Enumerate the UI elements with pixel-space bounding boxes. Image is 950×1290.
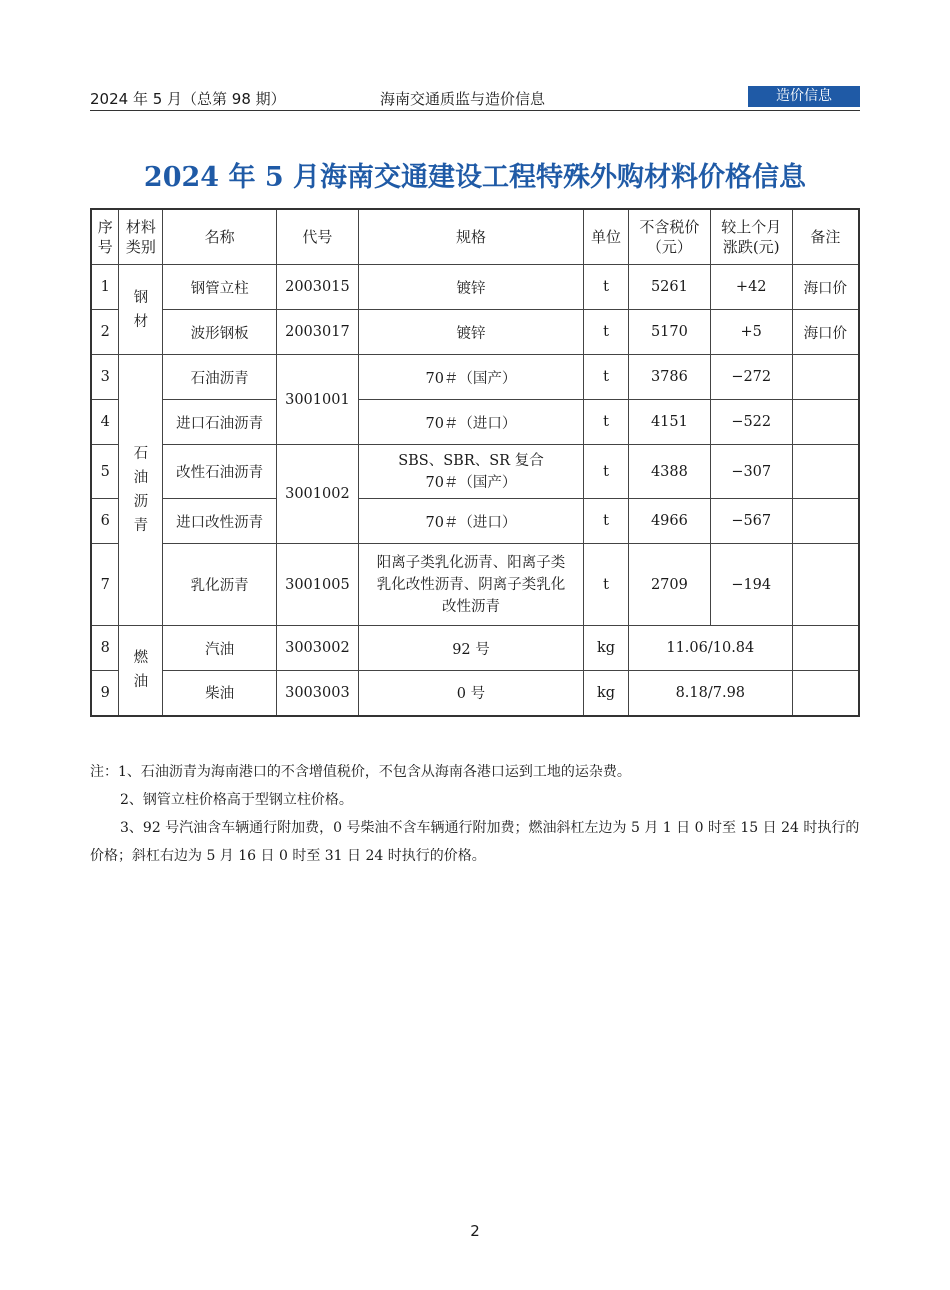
header-price: 不含税价 （元） [628, 209, 710, 265]
cell-name: 乳化沥青 [163, 544, 277, 626]
cell-remark [792, 499, 859, 544]
cell-seq: 1 [91, 265, 119, 310]
cell-remark [792, 400, 859, 445]
cell-name: 波形钢板 [163, 310, 277, 355]
header-divider [90, 110, 860, 111]
cell-name: 进口改性沥青 [163, 499, 277, 544]
category-fuel: 燃 油 [119, 626, 163, 716]
cell-seq: 3 [91, 355, 119, 400]
cell-code: 2003017 [276, 310, 358, 355]
cell-unit: kg [584, 626, 629, 671]
cell-name: 钢管立柱 [163, 265, 277, 310]
publication-name: 海南交通质监与造价信息 [380, 90, 546, 108]
cell-price: 8.18/7.98 [628, 671, 792, 716]
cell-remark [792, 671, 859, 716]
cell-spec: 镀锌 [358, 265, 583, 310]
cell-remark: 海口价 [792, 310, 859, 355]
cell-code: 2003015 [276, 265, 358, 310]
table-row [91, 265, 859, 310]
cell-unit: t [584, 265, 629, 310]
cell-seq: 8 [91, 626, 119, 671]
cell-unit: t [584, 400, 629, 445]
cell-code: 3001005 [276, 544, 358, 626]
cell-change: +42 [710, 265, 792, 310]
cell-remark [792, 445, 859, 499]
header-spec: 规格 [358, 209, 583, 265]
cell-price: 2709 [628, 544, 710, 626]
cell-change: −194 [710, 544, 792, 626]
note-2: 2、钢管立柱价格高于型钢立柱价格。 [120, 792, 353, 808]
header-unit: 单位 [584, 209, 629, 265]
header-category: 材料 类别 [119, 209, 163, 265]
table-row [91, 544, 859, 626]
cell-remark [792, 355, 859, 400]
cell-price: 5261 [628, 265, 710, 310]
cell-unit: t [584, 355, 629, 400]
cell-seq: 6 [91, 499, 119, 544]
table-row [91, 310, 859, 355]
header-seq: 序 号 [91, 209, 119, 265]
cell-name: 汽油 [163, 626, 277, 671]
table-row [91, 445, 859, 499]
table-row [91, 400, 859, 445]
cell-unit: t [584, 544, 629, 626]
issue-info: 2024 年 5 月（总第 98 期） [90, 90, 286, 108]
header-change: 较上个月 涨跌(元) [710, 209, 792, 265]
cell-seq: 7 [91, 544, 119, 626]
header-code: 代号 [276, 209, 358, 265]
cell-name: 进口石油沥青 [163, 400, 277, 445]
table-row [91, 671, 859, 716]
cell-price: 4388 [628, 445, 710, 499]
cell-price: 4151 [628, 400, 710, 445]
page-header [90, 86, 860, 112]
cell-spec: 0 号 [358, 671, 583, 716]
cell-unit: t [584, 445, 629, 499]
cell-code: 3001002 [276, 445, 358, 544]
notes [90, 758, 860, 870]
cell-seq: 2 [91, 310, 119, 355]
cell-unit: t [584, 499, 629, 544]
cell-code: 3003002 [276, 626, 358, 671]
cell-change: +5 [710, 310, 792, 355]
cell-remark [792, 544, 859, 626]
cell-change: −567 [710, 499, 792, 544]
cell-change: −307 [710, 445, 792, 499]
cell-unit: t [584, 310, 629, 355]
cell-price: 4966 [628, 499, 710, 544]
cell-spec: 阳离子类乳化沥青、阳离子类 乳化改性沥青、阴离子类乳化 改性沥青 [358, 544, 583, 626]
cell-name: 柴油 [163, 671, 277, 716]
cell-code: 3003003 [276, 671, 358, 716]
cell-code: 3001001 [276, 355, 358, 445]
cell-spec: 70＃（国产） [358, 355, 583, 400]
category-steel: 钢 材 [119, 265, 163, 355]
cell-price: 11.06/10.84 [628, 626, 792, 671]
cell-change: −272 [710, 355, 792, 400]
category-asphalt: 石 油 沥 青 [119, 355, 163, 626]
cell-seq: 4 [91, 400, 119, 445]
note-3: 3、92 号汽油含车辆通行附加费，0 号柴油不含车辆通行附加费；燃油斜杠左边为 5 月 1 日 0 时至 15 日 24 时执行的价格；斜杠右边为 5 月 16 日 0 时至 31 日 24 时执行的价格。 [90, 820, 860, 864]
price-table [90, 208, 860, 717]
cell-spec: 镀锌 [358, 310, 583, 355]
cell-name: 改性石油沥青 [163, 445, 277, 499]
table-row [91, 499, 859, 544]
cell-name: 石油沥青 [163, 355, 277, 400]
header-name: 名称 [163, 209, 277, 265]
page-number: 2 [470, 1222, 480, 1240]
cell-change: −522 [710, 400, 792, 445]
cell-price: 5170 [628, 310, 710, 355]
header-remark: 备注 [792, 209, 859, 265]
cell-remark: 海口价 [792, 265, 859, 310]
cell-unit: kg [584, 671, 629, 716]
cell-remark [792, 626, 859, 671]
table-header-row [91, 209, 859, 265]
cell-spec: 92 号 [358, 626, 583, 671]
cell-price: 3786 [628, 355, 710, 400]
note-1: 注：1、石油沥青为海南港口的不含增值税价，不包含从海南各港口运到工地的运杂费。 [90, 764, 631, 780]
table-row [91, 355, 859, 400]
section-tag: 造价信息 [748, 86, 860, 107]
cell-seq: 9 [91, 671, 119, 716]
cell-spec: SBS、SBR、SR 复合 70＃（国产） [358, 445, 583, 499]
cell-spec: 70＃（进口） [358, 499, 583, 544]
table-row [91, 626, 859, 671]
page-title: 2024 年 5 月海南交通建设工程特殊外购材料价格信息 [143, 162, 807, 193]
cell-spec: 70＃（进口） [358, 400, 583, 445]
cell-seq: 5 [91, 445, 119, 499]
